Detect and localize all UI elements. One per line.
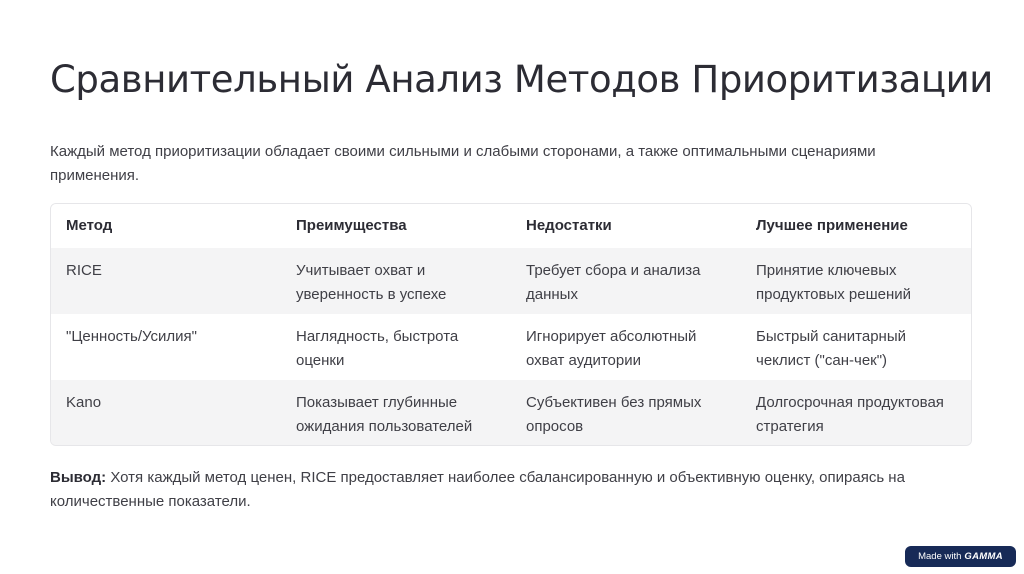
header-method: Метод: [66, 217, 113, 234]
cell-method: RICE: [66, 262, 102, 279]
intro-text: Каждый метод приоритизации обладает своими сильными и слабыми сторонами, а также оптимальными сценариями применения.: [50, 143, 876, 184]
conclusion-text: [50, 466, 930, 514]
cell-disadvantages: Требует сбора и анализа данных: [526, 262, 701, 303]
cell-disadvantages: Субъективен без прямых опросов: [526, 394, 702, 435]
header-best-use: Лучшее применение: [756, 217, 908, 234]
cell-method: Kano: [66, 394, 102, 411]
gamma-logo: GAMMA: [964, 551, 1003, 562]
cell-disadvantages: Игнорирует абсолютный охват аудитории: [526, 328, 697, 369]
cell-advantages: Показывает глубинные ожидания пользователей: [296, 394, 473, 435]
table-row: [51, 314, 971, 380]
cell-advantages: Наглядность, быстрота оценки: [296, 328, 459, 369]
cell-best-use: Долгосрочная продуктовая стратегия: [756, 394, 944, 435]
made-with-gamma-badge[interactable]: [905, 546, 1016, 567]
conclusion-body: Хотя каждый метод ценен, RICE предоставляет наиболее сбалансированную и объективную оценку, опираясь на количественные показатели.: [50, 469, 905, 510]
page-title: Сравнительный Анализ Методов Приоритизации: [50, 58, 993, 101]
cell-best-use: Принятие ключевых продуктовых решений: [756, 262, 912, 303]
comparison-table: [50, 203, 972, 446]
header-disadvantages: Недостатки: [526, 217, 612, 234]
cell-advantages: Учитывает охват и уверенность в успехе: [296, 262, 447, 303]
header-advantages: Преимущества: [296, 217, 407, 234]
cell-method: "Ценность/Усилия": [66, 328, 198, 345]
table-row: [51, 380, 971, 446]
table-row: [51, 248, 971, 314]
cell-best-use: Быстрый санитарный чеклист ("сан-чек"): [756, 328, 906, 369]
conclusion-label: Вывод:: [50, 469, 107, 486]
table-header-row: [51, 204, 971, 248]
badge-prefix: Made with: [918, 551, 962, 562]
